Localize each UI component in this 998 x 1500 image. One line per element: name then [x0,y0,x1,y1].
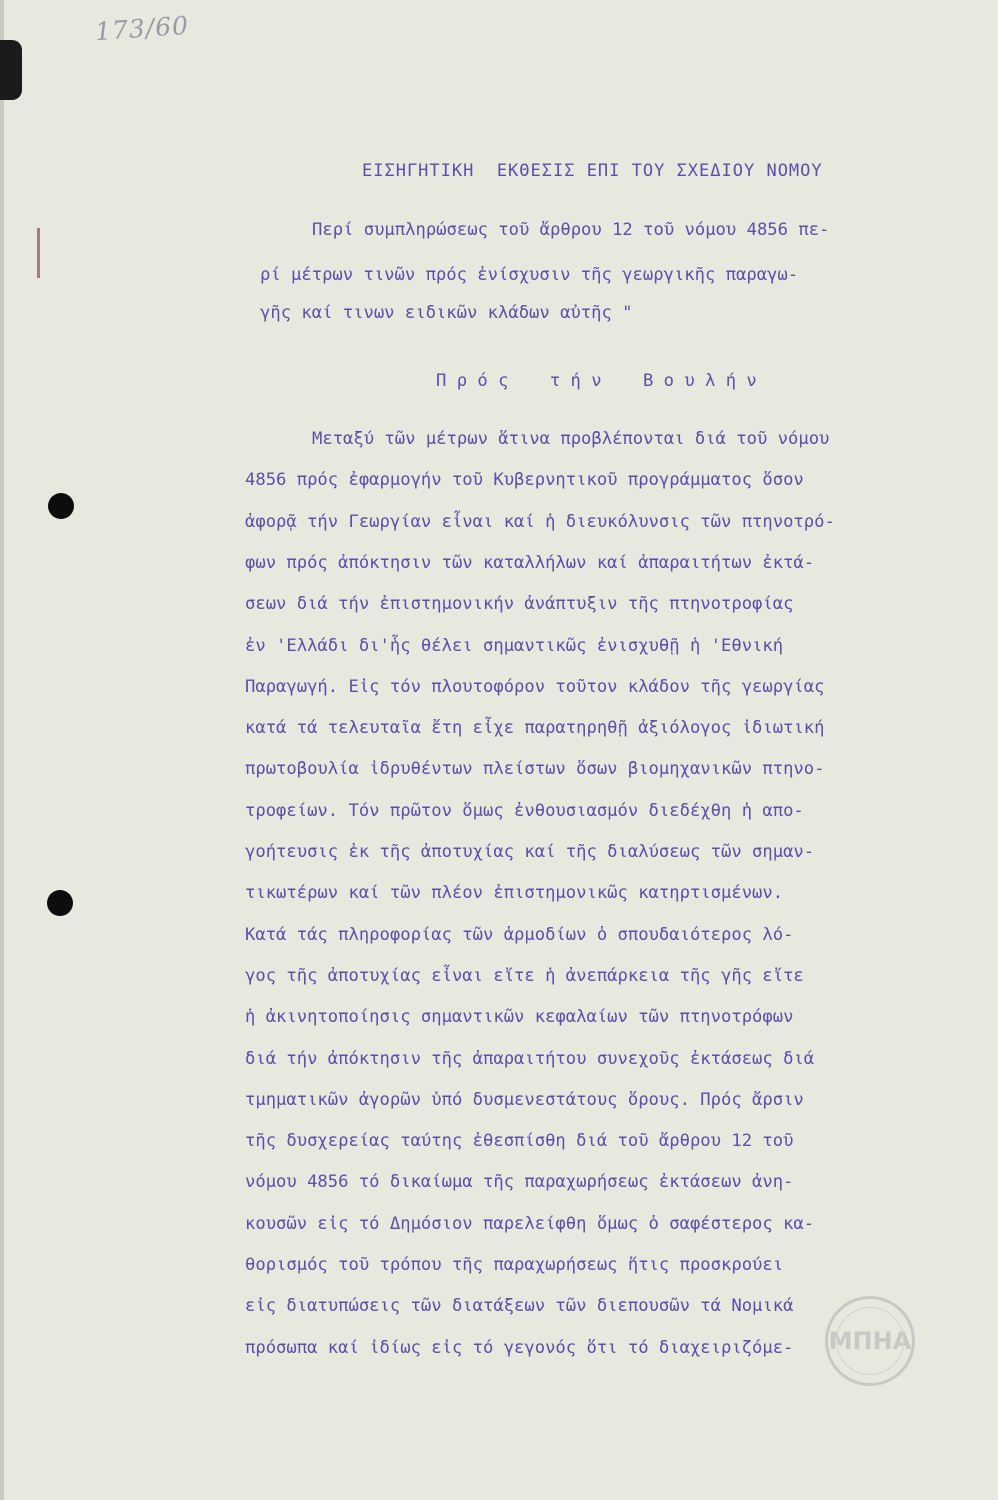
body-line: Μεταξύ τῶν μέτρων ἅτινα προβλέπονται διά τοῦ νόμου [312,429,830,449]
body-line: ἀφορᾷ τήν Γεωργίαν εἶναι καί ἡ διευκόλυνσις τῶν πτηνοτρό- [245,512,835,532]
body-line: φων πρός ἀπόκτησιν τῶν καταλλήλων καί ἀπαραιτήτων ἐκτά- [245,553,815,573]
body-line: σεων διά τήν ἐπιστημονικήν ἀνάπτυξιν τῆς πτηνοτροφίας [245,594,794,614]
body-line: πρόσωπα καί ἰδίως εἰς τό γεγονός ὅτι τό διαχειριζόμε- [245,1338,794,1358]
body-line: τικωτέρων καί τῶν πλέον ἐπιστημονικῶς κατηρτισμένων. [245,883,784,903]
archive-mark: 173/60 [94,10,190,47]
body-line: γοήτευσις ἐκ τῆς ἀποτυχίας καί τῆς διαλύσεως τῶν σημαν- [245,842,815,862]
stamp-text: ΜΠΗΑ [828,1327,912,1355]
document-title: ΕΙΣΗΓΗΤΙΚΗ ΕΚΘΕΣΙΣ ΕΠΙ ΤΟΥ ΣΧΕΔΙΟΥ ΝΟΜΟΥ [362,161,823,181]
body-line: εἰς διατυπώσεις τῶν διατάξεων τῶν διεπουσῶν τά Νομικά [245,1296,794,1316]
salutation: Π ρ ό ς τ ή ν Β ο υ λ ή ν [436,371,757,391]
body-line: τροφείων. Τόν πρῶτον ὅμως ἐνθουσιασμόν διεδέχθη ἡ απο- [245,801,804,821]
subject-line: γῆς καί τινων ειδικῶν κλάδων αὐτῆς " [260,303,633,323]
body-line: ἡ ἀκινητοποίησις σημαντικῶν κεφαλαίων τῶν πτηνοτρόφων [245,1007,794,1027]
binding-clip [0,40,22,100]
subject-line: Περί συμπληρώσεως τοῦ ἄρθρου 12 τοῦ νόμου 4856 πε- [312,220,830,240]
pencil-mark [37,228,40,278]
body-line: τῆς δυσχερείας ταύτης ἐθεσπίσθη διά τοῦ ἄρθρου 12 τοῦ [245,1131,794,1151]
page-edge [0,0,4,1500]
body-line: 4856 πρός ἐφαρμογήν τοῦ Κυβερνητικοῦ προγράμματος ὅσον [245,470,804,490]
body-line: θορισμός τοῦ τρόπου τῆς παραχωρήσεως ἥτις προσκρούει [245,1255,784,1275]
subject-line: ρί μέτρων τινῶν πρός ἐνίσχυσιν τῆς γεωργικῆς παραγω- [260,265,799,285]
body-line: ἐν 'Ελλάδι δι'ἧς θέλει σημαντικῶς ἐνισχυθῇ ἡ 'Εθνική [245,636,784,656]
stamp-ring [836,1307,904,1375]
punch-hole [48,493,74,519]
body-line: Παραγωγή. Εἰς τόν πλουτοφόρον τοῦτον κλάδον τῆς γεωργίας [245,677,825,697]
body-line: γος τῆς ἀποτυχίας εἶναι εἴτε ἡ ἀνεπάρκεια τῆς γῆς εἴτε [245,966,804,986]
body-line: Κατά τάς πληροφορίας τῶν ἁρμοδίων ὁ σπουδαιότερος λό- [245,925,794,945]
body-line: νόμου 4856 τό δικαίωμα τῆς παραχωρήσεως ἐκτάσεων ἀνη- [245,1172,794,1192]
body-line: κατά τά τελευταῖα ἔτη εἶχε παρατηρηθῇ ἀξιόλογος ἰδιωτική [245,718,825,738]
body-line: διά τήν ἀπόκτησιν τῆς ἀπαραιτήτου συνεχοῦς ἐκτάσεως διά [245,1049,815,1069]
punch-hole [47,890,73,916]
body-line: πρωτοβουλία ἱδρυθέντων πλείστων ὅσων βιομηχανικῶν πτηνο- [245,759,825,779]
archive-stamp [825,1296,915,1386]
body-line: κουσῶν εἰς τό Δημόσιον παρελείφθη ὅμως ὁ σαφέστερος κα- [245,1214,815,1234]
body-line: τμηματικῶν ἀγορῶν ὑπό δυσμενεστάτους ὅρους. Πρός ἄρσιν [245,1090,804,1110]
